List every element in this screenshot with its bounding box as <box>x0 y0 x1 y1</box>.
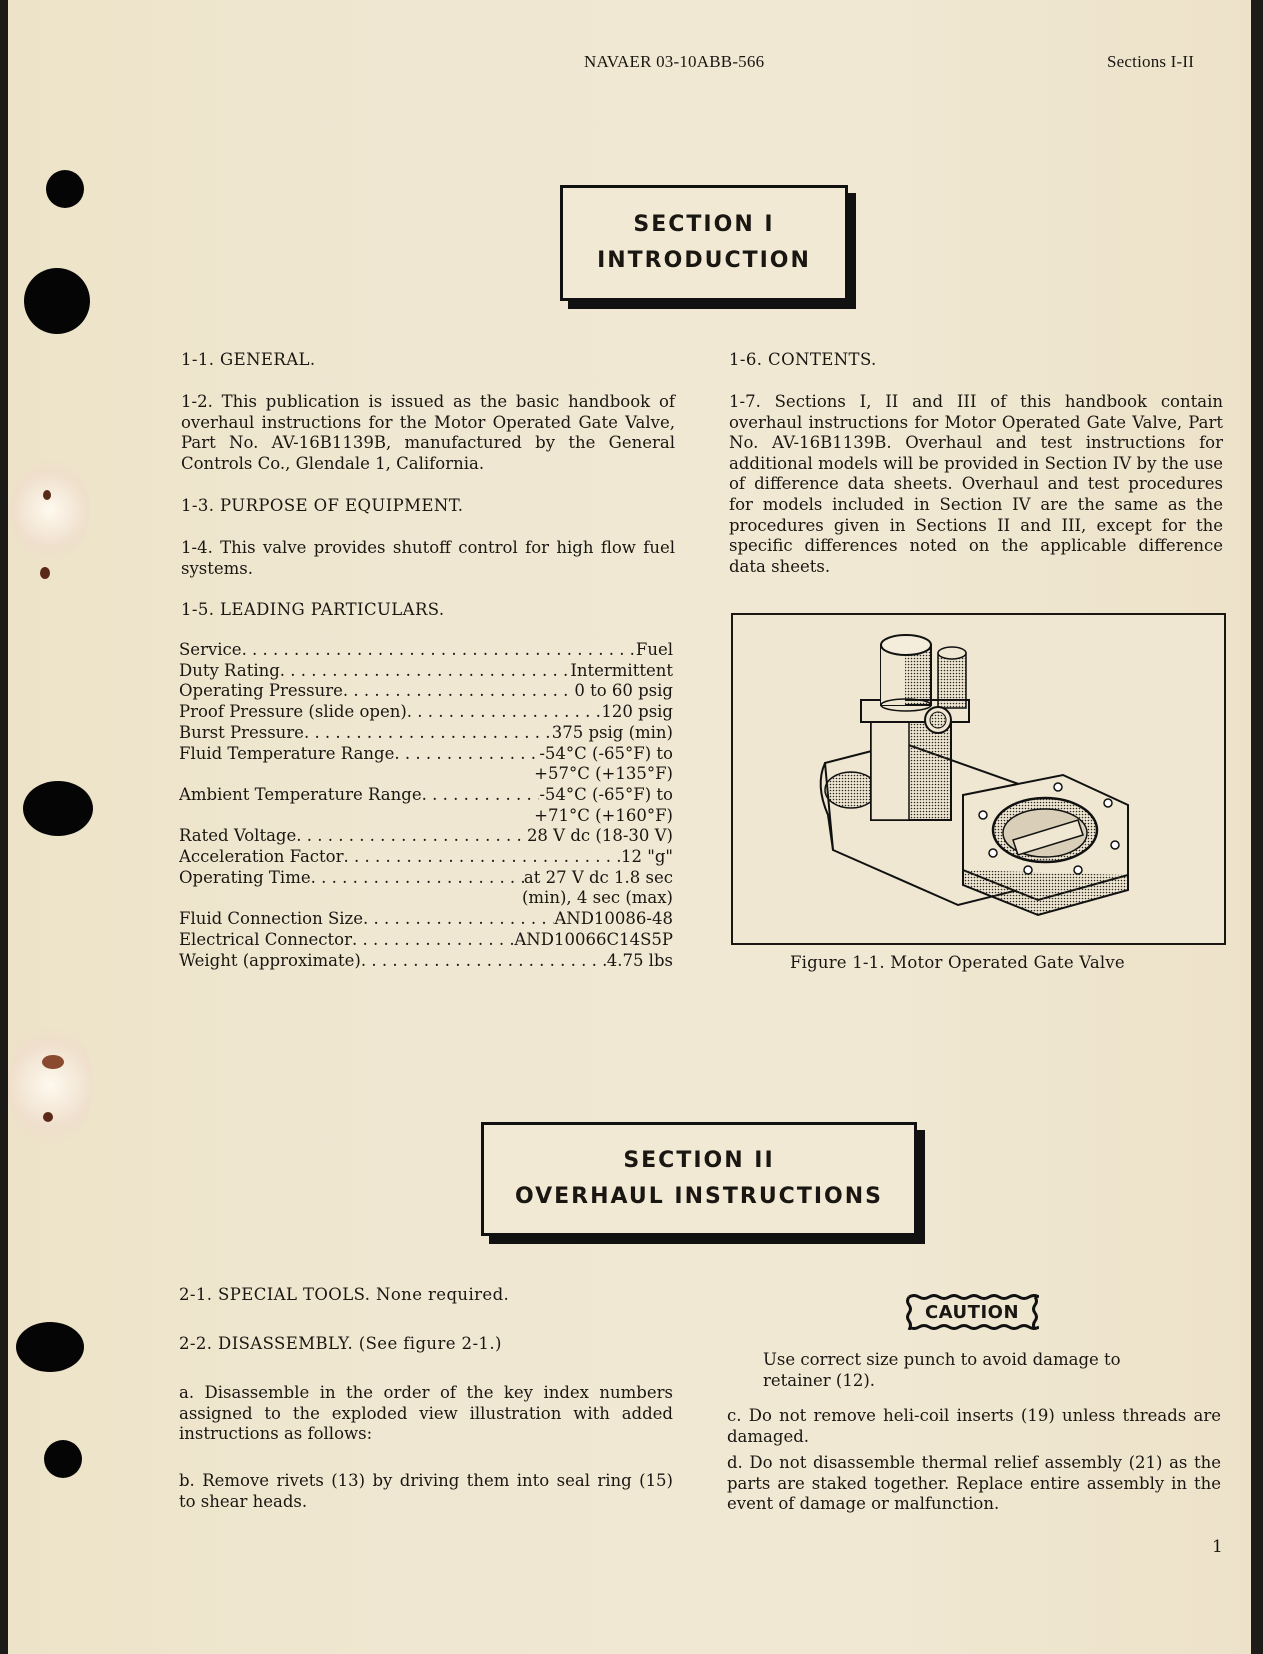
binder-hole <box>16 1322 84 1372</box>
gate-valve-illustration <box>733 615 1224 943</box>
torn-hole-mark <box>40 567 50 579</box>
scan-right-edge <box>1251 0 1263 1654</box>
para-2-1: 2-1. SPECIAL TOOLS. None required. <box>179 1285 510 1304</box>
para-1-6-heading: 1-6. CONTENTS. <box>729 350 877 369</box>
para-1-3-heading: 1-3. PURPOSE OF EQUIPMENT. <box>181 496 464 515</box>
section-2-number: SECTION II <box>623 1148 775 1173</box>
particular-row: Proof Pressure (slide open) . . . 120 psig <box>179 702 673 723</box>
step-b: b. Remove rivets (13) by driving them into seal ring (15) to shear heads. <box>179 1471 673 1511</box>
scan-left-edge <box>0 0 8 1654</box>
leading-particulars-list <box>179 640 673 971</box>
particular-row: Fluid Connection Size . . . AND10086-48 <box>179 909 673 930</box>
section-1-number: SECTION I <box>633 212 775 237</box>
para-2-2-heading: 2-2. DISASSEMBLY. (See figure 2-1.) <box>179 1334 502 1353</box>
particular-row: Rated Voltage . . . 28 V dc (18-30 V) <box>179 826 673 847</box>
step-c: c. Do not remove heli-coil inserts (19) unless threads are damaged. <box>727 1406 1221 1446</box>
para-1-1-heading: 1-1. GENERAL. <box>181 350 316 369</box>
torn-hole-mark <box>43 1112 53 1122</box>
particular-row: Ambient Temperature Range . . . -54°C (-65°F) to <box>179 785 673 806</box>
step-a: a. Disassemble in the order of the key index numbers assigned to the exploded view illustration with added instructions as follows: <box>179 1383 673 1444</box>
para-1-2: 1-2. This publication is issued as the basic handbook of overhaul instructions for the Motor Operated Gate Valve, Part No. AV-16B1139B, manufactured by the General Controls Co., Glendale 1, California. <box>181 392 675 473</box>
particular-row: Service . . . Fuel <box>179 640 673 661</box>
particular-row: Operating Pressure . . . 0 to 60 psig <box>179 681 673 702</box>
caution-box <box>905 1294 1039 1330</box>
step-d: d. Do not disassemble thermal relief assembly (21) as the parts are staked together. Replace entire assembly in the event of damage or malfunction. <box>727 1453 1221 1514</box>
section-1-title-box <box>560 185 848 301</box>
section-2-title-box <box>481 1122 917 1236</box>
caution-text: Use correct size punch to avoid damage to retainer (12). <box>763 1350 1121 1390</box>
figure-1-1-frame <box>731 613 1226 945</box>
page-number: 1 <box>1212 1537 1223 1557</box>
section-range: Sections I-II <box>1107 52 1195 71</box>
particular-row: Burst Pressure . . . 375 psig (min) <box>179 723 673 744</box>
binder-hole <box>24 268 90 334</box>
para-1-5-heading: 1-5. LEADING PARTICULARS. <box>181 600 445 619</box>
binder-hole <box>23 781 93 836</box>
figure-1-1-caption: Figure 1-1. Motor Operated Gate Valve <box>790 953 1125 972</box>
particular-row-continued: +57°C (+135°F) <box>534 764 673 784</box>
torn-hole-stain <box>10 455 90 565</box>
caution-label: CAUTION <box>924 1301 1020 1323</box>
particular-row: Electrical Connector . . . AND10066C14S5P <box>179 930 673 951</box>
particular-row: Operating Time . . . at 27 V dc 1.8 sec <box>179 868 673 889</box>
binder-hole <box>46 170 84 208</box>
torn-hole-mark <box>43 490 51 500</box>
particular-row-continued: (min), 4 sec (max) <box>521 888 673 908</box>
section-2-title: OVERHAUL INSTRUCTIONS <box>515 1184 883 1209</box>
document-number: NAVAER 03-10ABB-566 <box>584 52 765 71</box>
para-1-4: 1-4. This valve provides shutoff control for high flow fuel systems. <box>181 538 675 578</box>
particular-row: Duty Rating . . . Intermittent <box>179 661 673 682</box>
para-1-7: 1-7. Sections I, II and III of this handbook contain overhaul instructions for Motor Operated Gate Valve, Part No. AV-16B1139B. Overhaul and test instructions for additional models will be provided in Section IV by the use of difference data sheets. Overhaul and test procedures for models included in Section IV are the same as the procedures given in Sections II and III, except for the specific differences noted on the applicable difference data sheets. <box>729 392 1223 576</box>
binder-hole <box>44 1440 82 1478</box>
particular-row: Acceleration Factor . . . 12 "g" <box>179 847 673 868</box>
section-1-title: INTRODUCTION <box>597 248 811 273</box>
particular-row: Weight (approximate) . . . 4.75 lbs <box>179 951 673 972</box>
torn-hole-mark <box>42 1055 64 1069</box>
particular-row: Fluid Temperature Range . . . -54°C (-65°F) to <box>179 744 673 765</box>
particular-row-continued: +71°C (+160°F) <box>534 805 673 825</box>
torn-hole-stain <box>8 1020 93 1150</box>
